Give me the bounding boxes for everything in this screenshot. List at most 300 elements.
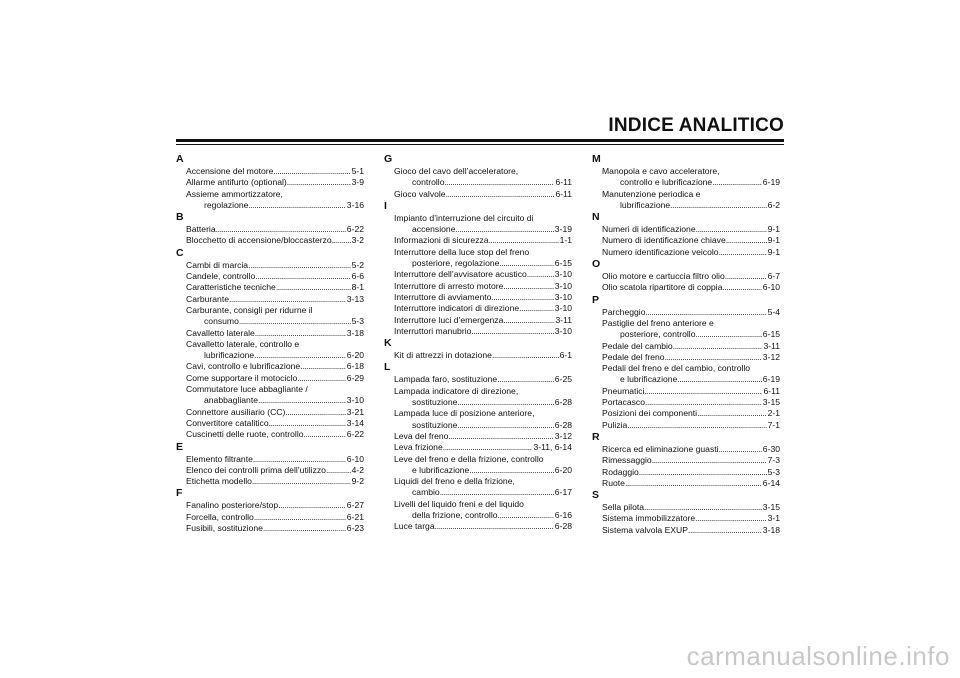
watermark: carmanualsonline.info bbox=[686, 641, 950, 671]
index-entry-heading: Pedali del freno e del cambio, controllo bbox=[602, 363, 751, 374]
page-reference: 6-22 bbox=[346, 429, 364, 440]
index-entry-text: Caratteristiche tecniche bbox=[186, 282, 276, 293]
index-entry bbox=[176, 418, 364, 429]
index-entry-text: Informazioni di sicurezza bbox=[394, 235, 489, 246]
index-entry-text: sostituzione bbox=[412, 397, 458, 408]
page-reference: 6-30 bbox=[762, 443, 780, 454]
page-reference: 3-10 bbox=[554, 291, 572, 302]
section-letter: L bbox=[384, 361, 391, 374]
index-entry-text: posteriore, controllo bbox=[620, 329, 696, 340]
dot-leader bbox=[300, 361, 346, 372]
page-reference: 6-11 bbox=[555, 188, 572, 199]
index-entry-text: Cavalletto laterale bbox=[186, 327, 255, 338]
page-reference: 5-3 bbox=[767, 466, 780, 477]
dot-leader bbox=[677, 374, 761, 385]
index-entry bbox=[176, 260, 364, 271]
index-entry-text: Cambi di marcia bbox=[186, 259, 249, 270]
dot-leader bbox=[639, 467, 767, 478]
index-entry bbox=[592, 397, 780, 408]
title-rule-thick bbox=[176, 139, 784, 142]
index-entry-text: Gioco valvole bbox=[394, 188, 446, 199]
index-entry-text: regolazione bbox=[204, 199, 249, 210]
index-entry-text: Kit di attrezzi in dotazione bbox=[394, 350, 492, 361]
dot-leader bbox=[644, 502, 762, 513]
index-entry-text: Convertitore catalitico bbox=[186, 417, 269, 428]
index-entry bbox=[592, 224, 780, 235]
index-entry bbox=[592, 408, 780, 419]
page-reference: 3-12 bbox=[554, 430, 572, 441]
page-reference: 5-1 bbox=[351, 166, 364, 176]
index-entry-text: Batteria bbox=[186, 224, 216, 235]
dot-leader bbox=[471, 326, 553, 337]
page-reference: 9-1 bbox=[767, 224, 780, 235]
index-entry bbox=[176, 271, 364, 282]
index-entry bbox=[592, 525, 780, 536]
index-entry bbox=[592, 318, 780, 341]
page-reference: 6-28 bbox=[554, 521, 572, 532]
index-entry bbox=[176, 294, 364, 305]
index-entry bbox=[176, 235, 364, 246]
page-reference: 3-9 bbox=[351, 177, 364, 188]
dot-leader bbox=[627, 420, 766, 431]
dot-leader bbox=[696, 224, 767, 235]
index-entry-heading: Assieme ammortizzatore, bbox=[186, 188, 283, 199]
index-entry-text: accensione bbox=[412, 224, 456, 235]
dot-leader bbox=[697, 408, 767, 419]
dot-leader bbox=[492, 350, 559, 361]
page-reference: 3-11, 6-14 bbox=[533, 442, 572, 453]
index-entry-text: Blocchetto di accensione/bloccasterzo bbox=[186, 235, 332, 246]
index-entry-text: Pedale del cambio bbox=[602, 340, 673, 351]
index-entry-heading: Pastiglie del freno anteriore e bbox=[602, 317, 714, 328]
dot-leader bbox=[469, 465, 553, 476]
dot-leader bbox=[503, 315, 554, 326]
dot-leader bbox=[252, 476, 351, 487]
page-reference: 3-18 bbox=[346, 327, 364, 338]
index-entry-text: Pulizia bbox=[602, 419, 628, 430]
index-entry-text: Come supportare il motociclo bbox=[186, 372, 298, 383]
index-entry bbox=[176, 282, 364, 293]
page-reference: 9-2 bbox=[351, 476, 364, 487]
page-reference: 3-15 bbox=[762, 397, 780, 408]
page-reference: 6-18 bbox=[346, 361, 364, 372]
index-entry bbox=[592, 478, 780, 489]
section-letter: N bbox=[592, 211, 600, 224]
index-entry bbox=[592, 420, 780, 431]
dot-leader bbox=[652, 455, 767, 466]
index-entry bbox=[592, 282, 780, 293]
dot-leader bbox=[519, 303, 554, 314]
index-entry bbox=[384, 213, 572, 236]
dot-leader bbox=[695, 513, 766, 524]
index-entry bbox=[384, 442, 572, 453]
dot-leader bbox=[273, 166, 350, 177]
index-entry bbox=[176, 166, 364, 177]
index-entry bbox=[384, 303, 572, 314]
index-entry-heading: Manutenzione periodica e bbox=[602, 188, 701, 199]
page-reference: 2-1 bbox=[767, 408, 780, 419]
page-reference: 3-12 bbox=[762, 351, 780, 362]
index-entry-heading: Liquidi del freno e della frizione, bbox=[394, 476, 515, 487]
page-reference: 6-22 bbox=[346, 224, 364, 235]
page-reference: 6-19 bbox=[762, 177, 780, 188]
page-reference: 5-4 bbox=[767, 306, 780, 317]
index-entry-text: Interruttore luci d’emergenza bbox=[394, 314, 504, 325]
page-reference: 3-2 bbox=[351, 235, 364, 246]
page-reference: 3-13 bbox=[346, 293, 364, 304]
index-entry bbox=[176, 339, 364, 362]
dot-leader bbox=[665, 352, 762, 363]
dot-leader bbox=[527, 269, 554, 280]
index-entry bbox=[592, 352, 780, 363]
page-reference: 6-10 bbox=[346, 453, 364, 464]
index-entry bbox=[384, 408, 572, 431]
page-reference: 9-1 bbox=[767, 235, 780, 246]
index-entry-text: Interruttore di avviamento bbox=[394, 291, 492, 302]
page-reference: 6-23 bbox=[346, 523, 364, 534]
dot-leader bbox=[332, 235, 351, 246]
dot-leader bbox=[216, 224, 346, 235]
dot-leader bbox=[326, 465, 351, 476]
index-entry-heading: Livelli del liquido freni e del liquido bbox=[394, 498, 524, 509]
dot-leader bbox=[503, 281, 553, 292]
dot-leader bbox=[695, 329, 761, 340]
index-entry-text: Olio motore e cartuccia filtro olio bbox=[602, 271, 725, 282]
dot-leader bbox=[285, 407, 345, 418]
index-entry-text: Connettore ausiliario (CC) bbox=[186, 406, 286, 417]
index-entry-text: lubrificazione bbox=[620, 199, 671, 210]
index-entry bbox=[176, 373, 364, 384]
index-entry bbox=[384, 281, 572, 292]
dot-leader bbox=[688, 525, 762, 536]
index-entry bbox=[176, 523, 364, 534]
index-entry-heading: Interruttore della luce stop del freno bbox=[394, 246, 530, 257]
index-entry bbox=[176, 328, 364, 339]
page-reference: 6-19 bbox=[762, 374, 780, 385]
index-entry-text: Carburante bbox=[186, 293, 229, 304]
page-reference: 6-14 bbox=[762, 477, 780, 488]
page-reference: 7-1 bbox=[767, 419, 780, 430]
dot-leader bbox=[645, 397, 762, 408]
page-reference: 6-20 bbox=[346, 350, 364, 361]
section-letter: R bbox=[592, 430, 600, 443]
dot-leader bbox=[670, 200, 766, 211]
section-letter: A bbox=[176, 153, 184, 165]
dot-leader bbox=[719, 247, 767, 258]
page-reference: 6-10 bbox=[762, 282, 780, 293]
index-column-1 bbox=[176, 153, 364, 534]
index-entry bbox=[176, 384, 364, 407]
index-entry bbox=[176, 429, 364, 440]
page-reference: 3-16 bbox=[346, 199, 364, 210]
page-reference: 5-3 bbox=[351, 316, 364, 327]
dot-leader bbox=[725, 271, 767, 282]
index-entry-heading: Impianto d’interruzione del circuito di bbox=[394, 212, 534, 223]
index-entry bbox=[384, 315, 572, 326]
index-entry-text: Pedale del freno bbox=[602, 351, 665, 362]
section-letter: F bbox=[176, 487, 183, 500]
dot-leader bbox=[297, 373, 346, 384]
dot-leader bbox=[255, 271, 350, 282]
index-entry-text: Lampada faro, sostituzione bbox=[394, 374, 498, 385]
page-reference: 6-17 bbox=[554, 487, 572, 498]
page-title: INDICE ANALITICO bbox=[608, 115, 784, 136]
page-reference: 6-1 bbox=[559, 350, 572, 361]
index-entry-text: sostituzione bbox=[412, 419, 458, 430]
dot-leader bbox=[248, 260, 350, 271]
page-reference: 6-28 bbox=[554, 419, 572, 430]
page-reference: 3-10 bbox=[346, 395, 364, 406]
page-reference: 4-2 bbox=[351, 464, 364, 475]
dot-leader bbox=[304, 429, 346, 440]
index-entry bbox=[384, 189, 572, 200]
index-entry bbox=[176, 512, 364, 523]
index-entry bbox=[384, 476, 572, 499]
dot-leader bbox=[645, 307, 766, 318]
dot-leader bbox=[457, 420, 553, 431]
index-entry-text: Leva del freno bbox=[394, 430, 449, 441]
index-entry-text: Fusibili, sostituzione bbox=[186, 523, 263, 534]
index-entry-text: Elemento filtrante bbox=[186, 453, 253, 464]
index-entry bbox=[176, 305, 364, 328]
page-reference: 6-2 bbox=[767, 199, 780, 210]
dot-leader bbox=[287, 177, 351, 188]
section-letter: I bbox=[384, 199, 387, 212]
dot-leader bbox=[491, 292, 553, 303]
dot-leader bbox=[722, 282, 761, 293]
index-entry-text: Numero identificazione veicolo bbox=[602, 246, 719, 257]
index-entry bbox=[384, 374, 572, 385]
index-entry-text: Rimessaggio bbox=[602, 455, 652, 466]
page-reference: 6-7 bbox=[767, 271, 780, 282]
page-reference: 3-11 bbox=[763, 340, 780, 351]
index-entry bbox=[176, 465, 364, 476]
index-entry-heading: Lampada luce di posizione anteriore, bbox=[394, 408, 535, 419]
index-entry-text: Olio scatola ripartitore di coppia bbox=[602, 282, 723, 293]
index-entry bbox=[176, 407, 364, 418]
page-reference: 6-28 bbox=[554, 397, 572, 408]
index-entry-text: Parcheggio bbox=[602, 306, 646, 317]
page-reference: 3-19 bbox=[554, 224, 572, 235]
index-entry bbox=[592, 247, 780, 258]
index-entry-text: Sella pilota bbox=[602, 502, 645, 513]
index-entry-heading: Carburante, consigli per ridurne il bbox=[186, 304, 313, 315]
dot-leader bbox=[254, 512, 346, 523]
dot-leader bbox=[446, 189, 555, 200]
dot-leader bbox=[239, 316, 351, 327]
page-reference: 3-11 bbox=[555, 314, 572, 325]
dot-leader bbox=[625, 478, 762, 489]
index-entry bbox=[384, 521, 572, 532]
page-reference: 6-11 bbox=[763, 385, 780, 396]
index-entry-heading: Leve del freno e della frizione, controllo bbox=[394, 453, 544, 464]
dot-leader bbox=[443, 442, 533, 453]
index-entry bbox=[384, 499, 572, 522]
page-reference: 3-21 bbox=[346, 406, 364, 417]
index-entry-heading: Cavalletto laterale, controllo e bbox=[186, 338, 300, 349]
dot-leader bbox=[263, 523, 346, 534]
dot-leader bbox=[278, 500, 346, 511]
index-entry-text: Interruttore indicatori di direzione bbox=[394, 303, 520, 314]
section-letter: G bbox=[384, 153, 393, 165]
index-entry bbox=[592, 166, 780, 189]
index-entry bbox=[176, 454, 364, 465]
index-column-2 bbox=[384, 153, 572, 533]
dot-leader bbox=[269, 418, 346, 429]
dot-leader bbox=[440, 487, 554, 498]
page-reference: 6-25 bbox=[554, 374, 572, 385]
index-entry-text: Fanalino posteriore/stop bbox=[186, 500, 279, 511]
index-entry-text: Numeri di identificazione bbox=[602, 224, 696, 235]
index-entry-text: Interruttore dell’avvisatore acustico bbox=[394, 269, 527, 280]
index-entry-text: Sistema immobilizzatore bbox=[602, 513, 696, 524]
page-reference: 3-10 bbox=[554, 325, 572, 336]
page-reference: 3-10 bbox=[554, 280, 572, 291]
index-entry-text: Forcella, controllo bbox=[186, 511, 254, 522]
index-entry bbox=[592, 341, 780, 352]
index-entry-text: Candele, controllo bbox=[186, 271, 256, 282]
index-entry-heading: Gioco del cavo dell’acceleratore, bbox=[394, 166, 519, 176]
dot-leader bbox=[498, 510, 554, 521]
index-entry-heading: Lampada indicatore di direzione, bbox=[394, 385, 519, 396]
index-entry-heading: Commutatore luce abbagliante / bbox=[186, 384, 308, 395]
index-entry-text: della frizione, controllo bbox=[412, 510, 498, 521]
index-entry bbox=[176, 361, 364, 372]
page-reference: 6-15 bbox=[762, 329, 780, 340]
title-rule-thin bbox=[176, 144, 784, 145]
dot-leader bbox=[726, 235, 767, 246]
index-entry-text: Accensione del motore bbox=[186, 166, 274, 176]
page-reference: 6-15 bbox=[554, 258, 572, 269]
index-entry-text: Posizioni dei componenti bbox=[602, 408, 698, 419]
index-entry-text: lubrificazione bbox=[204, 350, 255, 361]
index-entry-text: controllo e lubrificazione bbox=[620, 177, 713, 188]
index-entry-text: Leva frizione bbox=[394, 442, 443, 453]
index-entry bbox=[592, 189, 780, 212]
page-reference: 5-2 bbox=[351, 259, 364, 270]
dot-leader bbox=[248, 200, 345, 211]
page-reference: 6-16 bbox=[554, 510, 572, 521]
page-reference: 8-1 bbox=[351, 282, 364, 293]
dot-leader bbox=[448, 431, 553, 442]
index-entry bbox=[176, 177, 364, 188]
page-reference: 6-6 bbox=[351, 271, 364, 282]
page-reference: 7-3 bbox=[767, 455, 780, 466]
index-entry-text: Rodaggio bbox=[602, 466, 639, 477]
index-entry bbox=[384, 326, 572, 337]
index-entry-text: cambio bbox=[412, 487, 440, 498]
index-entry bbox=[384, 386, 572, 409]
section-letter: O bbox=[592, 258, 601, 271]
section-letter: S bbox=[592, 489, 600, 502]
index-entry bbox=[176, 476, 364, 487]
index-entry bbox=[592, 386, 780, 397]
index-entry-text: Luce targa bbox=[394, 521, 435, 532]
page-reference: 6-29 bbox=[346, 372, 364, 383]
page-reference: 3-14 bbox=[346, 417, 364, 428]
dot-leader bbox=[253, 454, 346, 465]
index-entry-text: Cavi, controllo e lubrificazione bbox=[186, 361, 301, 372]
index-entry-text: anabbagliante bbox=[204, 395, 259, 406]
index-entry-text: Portacasco bbox=[602, 397, 645, 408]
index-entry bbox=[384, 235, 572, 246]
dot-leader bbox=[673, 341, 763, 352]
index-entry bbox=[592, 235, 780, 246]
index-entry bbox=[592, 307, 780, 318]
index-entry bbox=[592, 513, 780, 524]
index-entry bbox=[176, 500, 364, 511]
dot-leader bbox=[255, 328, 346, 339]
dot-leader bbox=[497, 374, 554, 385]
index-entry-text: Ruote bbox=[602, 477, 625, 488]
index-entry bbox=[384, 454, 572, 477]
index-entry-text: Pneumatici bbox=[602, 385, 645, 396]
index-entry bbox=[592, 467, 780, 478]
dot-leader bbox=[645, 386, 763, 397]
dot-leader bbox=[499, 258, 553, 269]
dot-leader bbox=[457, 397, 553, 408]
index-entry bbox=[592, 363, 780, 386]
index-entry-text: Sistema valvola EXUP bbox=[602, 524, 688, 535]
page-reference: 6-21 bbox=[346, 511, 364, 522]
index-entry-text: e lubrificazione bbox=[412, 464, 470, 475]
index-entry bbox=[384, 247, 572, 270]
index-entry-text: Ricerca ed eliminazione guasti bbox=[602, 443, 719, 454]
dot-leader bbox=[254, 350, 346, 361]
dot-leader bbox=[435, 521, 554, 532]
index-column-3 bbox=[592, 153, 780, 536]
page-reference: 3-1 bbox=[767, 513, 780, 524]
index-entry-text: Numero di identificazione chiave bbox=[602, 235, 726, 246]
dot-leader bbox=[712, 177, 762, 188]
index-entry bbox=[592, 271, 780, 282]
index-entry-text: consumo bbox=[204, 316, 239, 327]
index-entry-text: controllo bbox=[412, 177, 445, 188]
page-reference: 3-10 bbox=[554, 303, 572, 314]
index-entry-text: Elenco dei controlli prima dell’utilizzo bbox=[186, 464, 326, 475]
index-entry-text: Allarme antifurto (optional) bbox=[186, 177, 287, 188]
index-entry bbox=[592, 455, 780, 466]
index-entry-heading: Manopola e cavo acceleratore, bbox=[602, 166, 720, 176]
page-reference: 6-11 bbox=[555, 177, 572, 188]
page-reference: 6-27 bbox=[346, 500, 364, 511]
dot-leader bbox=[276, 282, 351, 293]
index-entry bbox=[384, 431, 572, 442]
page-reference: 3-18 bbox=[762, 524, 780, 535]
dot-leader bbox=[258, 395, 346, 406]
page-reference: 9-1 bbox=[767, 246, 780, 257]
index-entry-text: Etichetta modello bbox=[186, 476, 252, 487]
page-reference: 6-20 bbox=[554, 464, 572, 475]
page-reference: 3-15 bbox=[762, 502, 780, 513]
dot-leader bbox=[489, 235, 559, 246]
page-reference: 1-1 bbox=[559, 235, 572, 246]
dot-leader bbox=[229, 294, 346, 305]
index-entry-text: Interruttore di arresto motore bbox=[394, 280, 504, 291]
index-entry-text: Interruttori manubrio bbox=[394, 325, 472, 336]
section-letter: E bbox=[176, 440, 184, 453]
section-letter: M bbox=[592, 153, 601, 165]
index-entry-text: e lubrificazione bbox=[620, 374, 678, 385]
section-letter: K bbox=[384, 337, 392, 350]
index-entry bbox=[384, 166, 572, 189]
index-entry-text: Cuscinetti delle ruote, controllo bbox=[186, 429, 304, 440]
page-reference: 3-10 bbox=[554, 269, 572, 280]
index-entry bbox=[592, 444, 780, 455]
index-entry bbox=[384, 269, 572, 280]
section-letter: B bbox=[176, 211, 184, 224]
section-letter: C bbox=[176, 246, 184, 259]
